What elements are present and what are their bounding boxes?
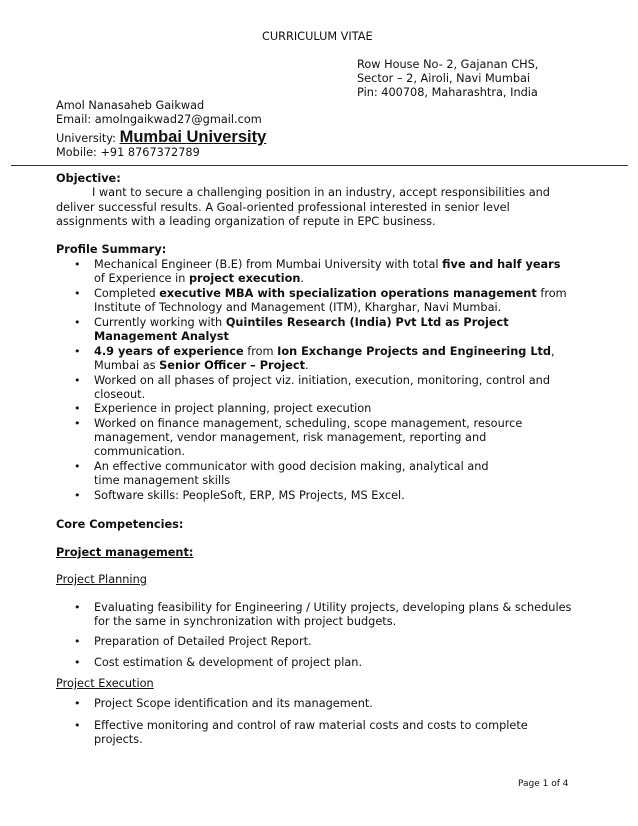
profile-item-4-line-1: 4.9 years of experience from Ion Exchange Projects and Engineering Ltd,	[94, 345, 555, 358]
profile-item-9-line-1: Software skills: PeopleSoft, ERP, MS Projects, MS Excel.	[94, 489, 405, 502]
profile-item-7-line-1: Worked on finance management, scheduling, scope management, resource	[94, 417, 523, 430]
profile-item-1-line-1: Mechanical Engineer (B.E) from Mumbai University with total five and half years	[94, 258, 561, 271]
candidate-name: Amol Nanasaheb Gaikwad	[56, 99, 205, 112]
header-divider	[11, 165, 628, 166]
bullet-icon: •	[74, 345, 81, 358]
profile-item-8-line-2: time management skills	[94, 474, 231, 487]
bullet-icon: •	[74, 374, 81, 387]
bullet-icon: •	[74, 489, 81, 502]
profile-item-2-line-2: Institute of Technology and Management (ITM), Kharghar, Navi Mumbai.	[94, 301, 502, 314]
mobile-line: Mobile: +91 8767372789	[56, 146, 200, 159]
profile-item-4-line-2: Mumbai as Senior Officer – Project.	[94, 359, 309, 372]
bullet-icon: •	[74, 601, 81, 614]
planning-item-2: Preparation of Detailed Project Report.	[94, 635, 312, 648]
address-line-3: Pin: 400708, Maharashtra, India	[357, 86, 538, 99]
bullet-icon: •	[74, 287, 81, 300]
bullet-icon: •	[74, 635, 81, 648]
profile-item-3-line-1: Currently working with Quintiles Research (India) Pvt Ltd as Project	[94, 316, 509, 329]
objective-heading: Objective:	[56, 172, 121, 185]
execution-item-1: Project Scope identification and its management.	[94, 697, 373, 710]
profile-item-5-line-2: closeout.	[94, 388, 146, 401]
bullet-icon: •	[74, 316, 81, 329]
bullet-icon: •	[74, 402, 81, 415]
profile-heading: Profile Summary:	[56, 243, 167, 256]
address-line-2: Sector – 2, Airoli, Navi Mumbai	[357, 72, 531, 85]
page-number: Page 1 of 4	[518, 779, 569, 789]
email-line: Email: amolngaikwad27@gmail.com	[56, 113, 262, 126]
objective-line-1: I want to secure a challenging position in an industry, accept responsibilities and	[92, 186, 550, 199]
planning-item-3: Cost estimation & development of project plan.	[94, 656, 363, 669]
bullet-icon: •	[74, 460, 81, 473]
project-execution-heading: Project Execution	[56, 677, 154, 690]
profile-item-7-line-2: management, vendor management, risk management, reporting and	[94, 431, 487, 444]
profile-item-7-line-3: communication.	[94, 445, 185, 458]
objective-line-3: assignments with a leading organization of repute in EPC business.	[56, 215, 436, 228]
profile-item-3-line-2: Management Analyst	[94, 330, 229, 343]
execution-item-2-line-1: Effective monitoring and control of raw material costs and costs to complete	[94, 719, 528, 732]
planning-item-1-line-1: Evaluating feasibility for Engineering / Utility projects, developing plans & schedules	[94, 601, 572, 614]
bullet-icon: •	[74, 258, 81, 271]
planning-item-1-line-2: for the same in synchronization with project budgets.	[94, 615, 397, 628]
execution-item-2-line-2: projects.	[94, 733, 143, 746]
address-line-1: Row House No- 2, Gajanan CHS,	[357, 58, 539, 71]
university-line	[56, 128, 266, 148]
core-competencies-heading: Core Competencies:	[56, 518, 184, 531]
bullet-icon: •	[74, 719, 81, 732]
bullet-icon: •	[74, 417, 81, 430]
profile-item-2-line-1: Completed executive MBA with specialization operations management from	[94, 287, 567, 300]
profile-item-6-line-1: Experience in project planning, project execution	[94, 402, 372, 415]
university-name: Mumbai University	[119, 128, 267, 146]
objective-line-2: deliver successful results. A Goal-oriented professional interested in senior level	[56, 201, 510, 214]
project-planning-heading: Project Planning	[56, 573, 147, 586]
profile-item-8-line-1: An effective communicator with good decision making, analytical and	[94, 460, 489, 473]
profile-item-1-line-2: of Experience in project execution.	[94, 272, 304, 285]
bullet-icon: •	[74, 656, 81, 669]
document-title: CURRICULUM VITAE	[262, 30, 373, 43]
bullet-icon: •	[74, 697, 81, 710]
university-label: University:	[56, 132, 116, 145]
profile-item-5-line-1: Worked on all phases of project viz. initiation, execution, monitoring, control and	[94, 374, 550, 387]
project-management-heading: Project management:	[56, 546, 194, 559]
